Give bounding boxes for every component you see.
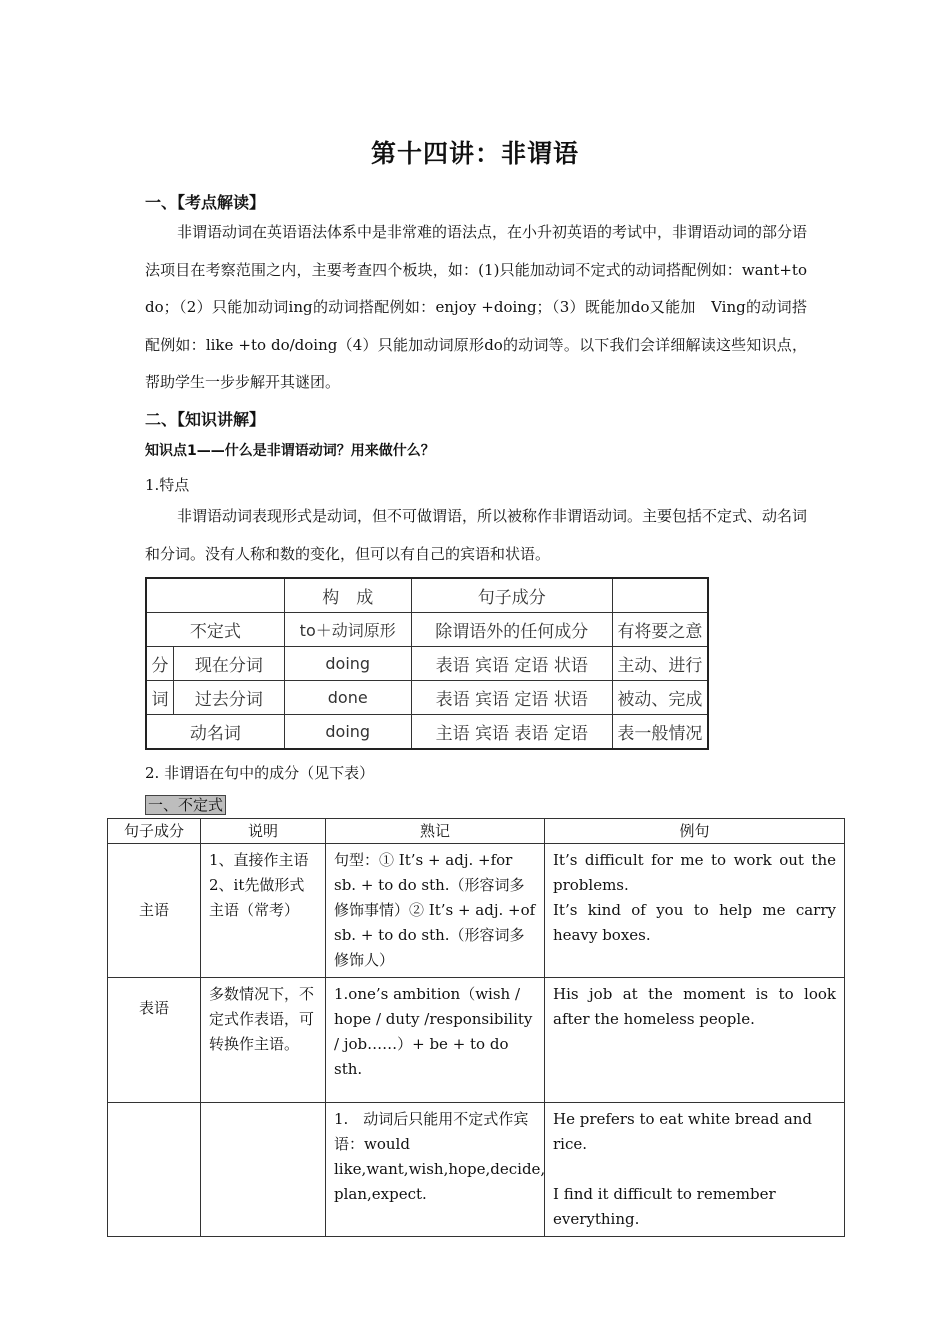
feature-label: 1.特点	[145, 476, 190, 494]
table-row	[146, 578, 708, 613]
table-cell	[612, 578, 708, 613]
section2-heading: 二、【知识讲解】	[145, 410, 266, 429]
example-sentence: I find it difficult to remember everything.	[553, 1185, 776, 1228]
table-cell: 有将要之意	[612, 613, 708, 647]
table-row	[108, 844, 845, 978]
table-cell: 动名词	[146, 715, 284, 750]
table-header-cell: 熟记	[326, 819, 545, 844]
table-cell: 过去分词	[174, 681, 285, 715]
table-cell: 主动、进行	[612, 647, 708, 681]
note-line: 2、it先做形式主语（常考）	[209, 876, 305, 919]
section1-paragraph: 非谓语动词在英语语法体系中是非常难的语法点，在小升初英语的考试中，非谓语动词的部分语法项目在考察范围之内，主要考查四个板块，如：(1)只能加动词不定式的动词搭配例如：want+to do；（2）只能加动词ing的动词搭配例如：enjoy +doing；（3）既能加do又能加 Ving的动词搭配例如：like +to do/doing（4）只能加动词原形do的动词等。以下我们会详细解读这些知识点，帮助学生一步步解开其谜团。	[145, 223, 808, 391]
nonfinite-forms-table	[145, 577, 709, 750]
section1-heading: 一、【考点解读】	[145, 193, 266, 212]
table-header-cell: 句子成分	[108, 819, 201, 844]
table-cell	[201, 844, 326, 978]
table-cell: to＋动词原形	[284, 613, 411, 647]
table-row	[146, 681, 708, 715]
table-cell	[545, 844, 845, 978]
table-cell: 主语 宾语 表语 定语	[411, 715, 612, 750]
table-header-cell: 例句	[545, 819, 845, 844]
table-cell	[201, 1103, 326, 1237]
table-cell: 表语 宾语 定语 状语	[411, 681, 612, 715]
example-sentence: It’s difficult for me to work out the problems.	[553, 851, 836, 894]
table-cell: 主语	[108, 844, 201, 978]
table-cell: 表语	[108, 978, 201, 1103]
role-table-caption: 2. 非谓语在句中的成分（见下表）	[145, 764, 375, 782]
table-row	[146, 647, 708, 681]
knowledge-point-1-heading: 知识点1——什么是非谓语动词？用来做什么？	[145, 443, 435, 459]
table-cell: doing	[284, 647, 411, 681]
table-cell: 1. 动词后只能用不定式作宾语：would like,want,wish,hope,decide, plan,expect.	[326, 1103, 545, 1237]
table-row	[146, 715, 708, 750]
blank-line	[553, 1157, 836, 1182]
infinitive-section-tag: 一、不定式	[145, 795, 226, 815]
table-cell	[545, 1103, 845, 1237]
table-cell: 分	[146, 647, 174, 681]
table-cell: 表一般情况	[612, 715, 708, 750]
table-header-cell: 说明	[201, 819, 326, 844]
table-cell: 表语 宾语 定语 状语	[411, 647, 612, 681]
table-cell: His job at the moment is to look after the homeless people.	[545, 978, 845, 1103]
infinitive-usage-table	[107, 818, 845, 1237]
table-cell: 1.one’s ambition（wish / hope / duty /responsibility / job……）+ be + to do sth.	[326, 978, 545, 1103]
table-cell: 除谓语外的任何成分	[411, 613, 612, 647]
example-sentence: He prefers to eat white bread and rice.	[553, 1110, 813, 1153]
table-row	[108, 978, 845, 1103]
table-cell: 现在分词	[174, 647, 285, 681]
feature-paragraph: 非谓语动词表现形式是动词，但不可做谓语，所以被称作非谓语动词。主要包括不定式、动名词和分词。没有人称和数的变化，但可以有自己的宾语和状语。	[145, 507, 808, 563]
table-row	[108, 1103, 845, 1237]
table-cell: done	[284, 681, 411, 715]
table-cell: 多数情况下，不定式作表语，可转换作主语。	[201, 978, 326, 1103]
table-cell: 不定式	[146, 613, 284, 647]
note-line: 1、直接作主语	[209, 851, 309, 869]
table-cell: 词	[146, 681, 174, 715]
table-cell: 句型：① It’s + adj. +for sb. + to do sth.（形容词多修饰事情）② It’s + adj. +of sb. + to do sth.（形容词多修饰人）	[326, 844, 545, 978]
table-cell	[146, 578, 284, 613]
page-title: 第十四讲：非谓语	[370, 139, 579, 168]
table-cell: 被动、完成	[612, 681, 708, 715]
table-row	[146, 613, 708, 647]
table-cell	[108, 1103, 201, 1237]
table-header-cell: 句子成分	[411, 578, 612, 613]
table-header-row	[108, 819, 845, 844]
table-cell: doing	[284, 715, 411, 750]
example-sentence: It’s kind of you to help me carry heavy boxes.	[553, 901, 836, 944]
table-header-cell: 构 成	[284, 578, 411, 613]
